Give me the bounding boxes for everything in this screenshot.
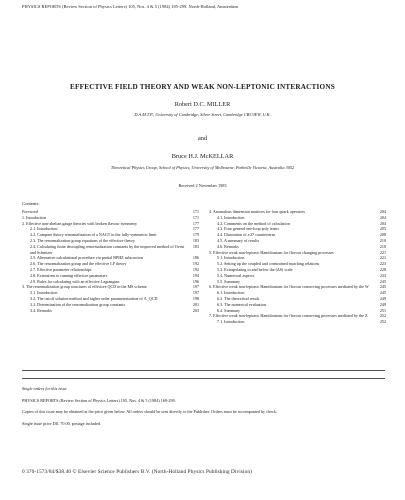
toc-entry-title: 4.1. Introduction (217, 214, 245, 220)
toc-entry-title: Foreword (22, 209, 38, 214)
toc-entry (209, 319, 386, 325)
toc-entry-title: 6. Effective weak non-leptonic Hamiltonians for flavour conserving processes mediated by the W (209, 284, 369, 290)
toc-entry-page: 249 (379, 301, 386, 307)
toc-entry-page: 177 (192, 220, 199, 226)
toc-entry-page: 192 (192, 261, 199, 267)
toc-entry-title: 2.4. Calculating finite decoupling renormalization constants by the improved method of Ovrut and Schnitzer (30, 243, 185, 255)
toc-entry-title: 2. Effective non-abelian gauge theories with broken flavour symmetry (22, 220, 138, 226)
toc-entry-page: 197 (192, 290, 199, 296)
toc-entry-title: 2.9. Rules for calculating with an effective Lagrangian (30, 278, 120, 284)
toc-entry-title: 5.2. Setting up the coupled and constrained matching relations (217, 261, 320, 267)
toc-entry-title: 5.1. Introduction (217, 255, 245, 261)
toc-entry-page: 204 (379, 214, 386, 220)
toc-entry-page: 177 (192, 226, 199, 232)
toc-entry-title: 4. Anomalous dimension matrices for four quark operators (209, 209, 305, 214)
toc-entry-page: 210 (379, 237, 386, 243)
toc-entry-page: 245 (379, 278, 386, 284)
citation-line: PHYSICS REPORTS (Review Section of Physics Letters) 105, Nos. 4 & 5 (1984) 169-299. (22, 397, 176, 403)
paper-title: EFFECTIVE FIELD THEORY AND WEAK NON-LEPTONIC INTERACTIONS (70, 83, 335, 91)
toc-entry-page: 203 (192, 307, 199, 313)
copyright-footer: 0 370-1573/84/$38.40 © Elsevier Science Publishers B.V. (North-Holland Physics Publishing Division) (22, 469, 252, 475)
toc-entry-page: 221 (379, 255, 386, 261)
toc-entry-page: 204 (379, 209, 386, 214)
toc-entry-title: 2.2. Compare theory renormalization of a NAGT in the fully-symmetric limit (30, 232, 157, 238)
affiliation-1: D.A.M.T.P., University of Cambridge, Silver Street, Cambridge CB3 9EW, U.K. (134, 112, 271, 117)
divider-top (22, 370, 385, 371)
toc-entry-page: 252 (379, 313, 386, 319)
toc-entry-title: 3.3. Determination of the renormalization group constants (30, 301, 126, 307)
toc-entry-title: 4.4. Illustration of a Z² counterterm (217, 232, 275, 238)
toc-entry-page: 196 (192, 278, 199, 284)
toc-entry-page: 201 (192, 301, 199, 307)
toc-entry-page: 249 (379, 295, 386, 301)
toc-entry-title: 4.5. A summary of results (217, 237, 260, 243)
toc-entry-title: 2.8. Extensions to running effective parameters (30, 272, 108, 278)
toc-entry-title: 6.4. Summary (217, 307, 241, 313)
orders-heading: Single orders for this issue (22, 386, 67, 391)
copies-note: Copies of this issue may be obtained at the price given below. All orders should be sent directly to the Publisher. Orders must be accompanied by check. (22, 409, 277, 415)
toc-entry-page: 171 (192, 209, 199, 214)
toc-entry-page: 197 (192, 284, 199, 290)
toc-entry-title: 2.1. Introduction (30, 226, 58, 232)
toc-entry-page: 183 (192, 243, 199, 249)
toc-entry-title: 4.2. Comments on the method of calculation (217, 220, 290, 226)
ordering-info (22, 386, 385, 432)
toc-entry-page: 198 (192, 295, 199, 301)
toc-entry-title: 3.2. The cutoff solution method and higher order parameterization of Λ_QCD (30, 295, 158, 301)
toc-entry-title: 5.4. Numerical aspects (217, 272, 255, 278)
toc-entry-title: 5. Effective weak non-leptonic Hamiltonians for flavour changing processes (209, 249, 334, 255)
toc-entry (22, 308, 199, 314)
price-note: Single issue price Dfl. 70.00, postage included. (22, 420, 102, 426)
divider-bottom (22, 378, 385, 379)
affiliation-2: Theoretical Physics Group, School of Physics, University of Melbourne, Parkville Victoria, Australia 3052 (110, 165, 295, 170)
toc-entry-title: 2.6. The renormalization group and the effective LF theory (30, 261, 127, 267)
toc-entry-page: 223 (379, 261, 386, 267)
toc-entry-page: 183 (192, 237, 199, 243)
toc-entry-page: 228 (379, 266, 386, 272)
toc-entry-page: 194 (192, 272, 199, 278)
toc-entry-page: 192 (192, 266, 199, 272)
toc-entry-title: 6.3. The numerical evaluation (217, 301, 266, 307)
toc-entry-title: 6.1. Introduction (217, 290, 245, 296)
toc-entry-title: 5.3. Extrapolating to and below the (ΔS) scale (217, 266, 293, 272)
toc-left-column (22, 209, 199, 313)
toc-entry-title: 5.5. Summary (217, 278, 241, 284)
toc-entry-title: 4.6. Remarks (217, 243, 239, 249)
toc-entry (22, 244, 199, 256)
toc-entry-page: 252 (379, 319, 386, 325)
toc-entry-page: 205 (379, 226, 386, 232)
author-2: Bruce H.J. McKELLAR (171, 153, 234, 160)
toc-entry-page: 186 (192, 255, 199, 261)
toc-entry-page: 208 (379, 232, 386, 238)
toc-entry-page: 251 (379, 307, 386, 313)
contents-heading: Contents: (22, 201, 40, 206)
author-1: Robert D.C. MILLER (174, 101, 231, 108)
toc-entry-title: 2.5. Alternative calculational procedure via partial BPHZ subtraction (30, 255, 143, 261)
toc-entry-page: 221 (379, 249, 386, 255)
received-date: Received 2 November 1983 (178, 183, 227, 188)
toc-entry-page: 245 (379, 284, 386, 290)
toc-entry-title: 7.1. Introduction (217, 319, 245, 325)
toc-entry-title: 1. Introduction (22, 214, 47, 220)
toc-right-column (209, 209, 386, 325)
toc-entry-page: 171 (192, 214, 199, 220)
author-conjunction: and (197, 135, 208, 142)
toc-entry-title: 3. The renormalization group structures of effective QCD in the MS scheme (22, 284, 147, 290)
toc-entry-page: 245 (379, 290, 386, 296)
journal-header: PHYSICS REPORTS (Review Section of Physics Letters) 105, Nos. 4 & 5 (1984) 185-299. North-Holland, Amsterdam (22, 4, 238, 9)
toc-entry-title: 4.3. Four general one-loop poly terms (217, 226, 279, 232)
toc-entry-page: 233 (379, 272, 386, 278)
toc-entry-title: 2.3. The renormalization group equations of the effective theory (30, 237, 135, 243)
toc-entry-page: 179 (192, 232, 199, 238)
toc-entry-title: 3.1. Introduction (30, 290, 58, 296)
toc-entry-page: 218 (379, 243, 386, 249)
toc-entry-title: 6.2. The theoretical result (217, 295, 259, 301)
toc-entry-page: 204 (379, 220, 386, 226)
toc-entry-title: 3.4. Remarks (30, 307, 52, 313)
toc-entry-title: 7. Effective weak non-leptonic Hamiltonians for flavour conserving processes mediated by the Z (209, 313, 368, 319)
toc-entry-title: 2.7. Effective parameter relationships (30, 266, 92, 272)
